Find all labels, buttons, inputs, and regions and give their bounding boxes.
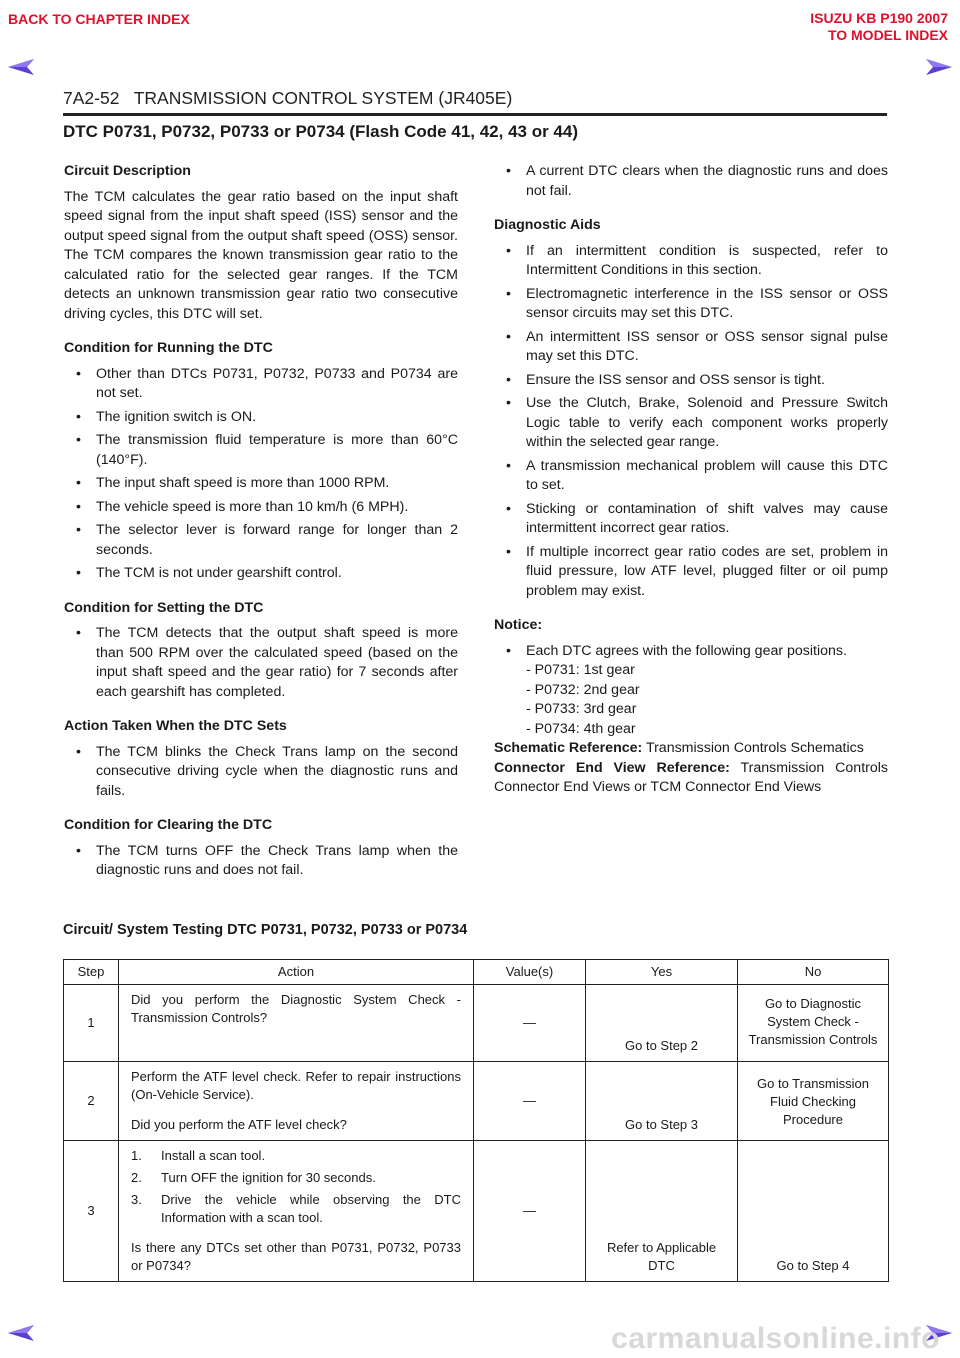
list-item: • If multiple incorrect gear ratio codes are set, problem in fluid pressure, low ATF level, plugged filter or oil pump problem may exist. — [494, 543, 888, 602]
schematic-reference-link[interactable]: Transmission Controls Schematics — [645, 740, 864, 756]
list-item: • The ignition switch is ON. — [64, 408, 458, 428]
header-step: Step — [64, 960, 119, 985]
running-heading: Condition for Running the DTC — [64, 340, 273, 356]
clearing-heading: Condition for Clearing the DTC — [64, 817, 273, 833]
yes-action-link[interactable]: Go to Step 3 — [586, 1062, 738, 1141]
header-yes: Yes — [586, 960, 738, 985]
right-column — [494, 162, 888, 798]
yes-action-link[interactable]: Go to Step 2 — [586, 985, 738, 1062]
notice-heading: Notice: — [494, 617, 543, 633]
prev-page-bottom-arrow-icon[interactable] — [8, 1325, 30, 1339]
step-number: 2 — [64, 1062, 119, 1141]
prev-page-arrow-icon[interactable] — [8, 59, 30, 73]
step-action: Did you perform the Diagnostic System Check - Transmission Controls? — [119, 985, 474, 1062]
step-value: — — [474, 985, 586, 1062]
diagnostic-table — [63, 959, 889, 1282]
list-item: • A current DTC clears when the diagnostic runs and does not fail. — [494, 162, 888, 201]
header-values: Value(s) — [474, 960, 586, 985]
step-number: 3 — [64, 1141, 119, 1282]
list-item: • The TCM detects that the output shaft speed is more than 500 RPM over the calculated speed (based on the input shaft speed and the gear ratio) for 7 seconds after each gearshift has completed. — [64, 624, 458, 702]
running-list — [64, 365, 458, 584]
next-page-arrow-icon[interactable] — [926, 59, 948, 73]
model-index-link[interactable] — [810, 10, 948, 44]
list-item: • Each DTC agrees with the following gear positions. — [494, 642, 888, 662]
list-item: • Sticking or contamination of shift valves may cause intermittent incorrect gear ratios. — [494, 500, 888, 539]
action-heading: Action Taken When the DTC Sets — [64, 718, 287, 734]
header-action: Action — [119, 960, 474, 985]
to-model-index-label[interactable]: TO MODEL INDEX — [827, 27, 948, 43]
no-action-link[interactable]: Go to Transmission Fluid Checking Procedure — [738, 1062, 889, 1141]
gear-line: - P0734: 4th gear — [526, 720, 636, 737]
notice-list — [494, 642, 888, 662]
substep: 1. Install a scan tool. — [131, 1148, 266, 1163]
page-header: 7A2-52 TRANSMISSION CONTROL SYSTEM (JR405E) — [63, 88, 513, 108]
clearing-list — [64, 842, 458, 881]
diagnostic-aids-heading: Diagnostic Aids — [494, 217, 601, 233]
gear-line: - P0733: 3rd gear — [526, 701, 637, 717]
left-column — [64, 162, 458, 881]
list-item: • An intermittent ISS sensor or OSS sensor signal pulse may set this DTC. — [494, 328, 888, 367]
table-row — [64, 1062, 889, 1141]
watermark: carmanualsonline.info — [611, 1322, 940, 1355]
schematic-reference-label: Schematic Reference: — [494, 740, 643, 756]
list-item: • The selector lever is forward range for longer than 2 seconds. — [64, 521, 458, 560]
header-rule — [63, 113, 887, 116]
list-item: • Electromagnetic interference in the ISS sensor or OSS sensor circuits may set this DTC. — [494, 285, 888, 324]
diagnostic-aids-list — [494, 242, 888, 602]
table-header-row — [64, 960, 889, 985]
list-item: • The TCM blinks the Check Trans lamp on the second consecutive driving cycle when the diagnostic runs and fails. — [64, 743, 458, 802]
substep-list — [131, 1147, 461, 1227]
step-value: — — [474, 1062, 586, 1141]
substep: 2. Turn OFF the ignition for 30 seconds. — [131, 1170, 376, 1185]
table-row — [64, 985, 889, 1062]
step-action: Perform the ATF level check. Refer to repair instructions (On-Vehicle Service). — [131, 1069, 461, 1102]
list-item: • Ensure the ISS sensor and OSS sensor is tight. — [494, 371, 888, 391]
header-no: No — [738, 960, 889, 985]
table-row — [64, 1141, 889, 1282]
schematic-reference — [494, 739, 888, 759]
list-item: • A transmission mechanical problem will cause this DTC to set. — [494, 457, 888, 496]
circuit-description-heading: Circuit Description — [64, 163, 191, 179]
step-value: — — [474, 1141, 586, 1282]
list-item: • The vehicle speed is more than 10 km/h (6 MPH). — [64, 498, 458, 518]
list-item: • Other than DTCs P0731, P0732, P0733 and P0734 are not set. — [64, 365, 458, 404]
back-to-chapter-index-link[interactable]: BACK TO CHAPTER INDEX — [8, 11, 190, 27]
model-name: ISUZU KB P190 2007 — [810, 10, 948, 26]
setting-list — [64, 624, 458, 702]
no-action-link[interactable]: Go to Step 4 — [738, 1141, 889, 1282]
step-question: Is there any DTCs set other than P0731, P0732, P0733 or P0734? — [131, 1240, 461, 1273]
no-action-link[interactable]: Go to Diagnostic System Check - Transmission Controls — [738, 985, 889, 1062]
step-action-cell — [119, 1062, 474, 1141]
substep: 3. Drive the vehicle while observing the DTC Information with a scan tool. — [131, 1192, 461, 1225]
action-list — [64, 743, 458, 802]
connector-reference-link[interactable]: Transmission Controls Connector End Views or TCM Connector End Views — [494, 759, 888, 795]
list-item: • The TCM turns OFF the Check Trans lamp when the diagnostic runs and does not fail. — [64, 842, 458, 881]
list-item: • If an intermittent condition is suspected, refer to Intermittent Conditions in this section. — [494, 242, 888, 281]
list-item: • The TCM is not under gearshift control. — [64, 564, 458, 584]
connector-reference — [494, 759, 888, 798]
setting-heading: Condition for Setting the DTC — [64, 599, 264, 616]
table-title: Circuit/ System Testing DTC P0731, P0732, P0733 or P0734 — [63, 922, 468, 938]
connector-reference-label: Connector End View Reference: — [494, 759, 730, 776]
clearing-list-continued — [494, 162, 888, 201]
step-question: Did you perform the ATF level check? — [131, 1117, 347, 1132]
step-action-cell — [119, 1141, 474, 1282]
list-item: • The transmission fluid temperature is more than 60°C (140°F). — [64, 431, 458, 470]
gear-line: - P0732: 2nd gear — [526, 681, 640, 698]
dtc-title: DTC P0731, P0732, P0733 or P0734 (Flash Code 41, 42, 43 or 44) — [63, 122, 578, 141]
gear-line: - P0731: 1st gear — [526, 662, 635, 678]
yes-action-link[interactable]: Refer to Applicable DTC — [586, 1141, 738, 1282]
list-item: • The input shaft speed is more than 1000 RPM. — [64, 474, 458, 494]
list-item: • Use the Clutch, Brake, Solenoid and Pressure Switch Logic table to verify each component works properly within the selected gear range. — [494, 394, 888, 453]
step-number: 1 — [64, 985, 119, 1062]
circuit-description-text: The TCM calculates the gear ratio based on the input shaft speed signal from the input shaft speed (ISS) sensor and the output speed signal from the output shaft speed (OSS) sensor. The TCM compares the known transmission gear ratio to the calculated ratio for the selected gear ranges. If the TCM detects an unknown transmission gear ratio two consecutive driving cycles, this DTC will set. — [64, 188, 458, 322]
